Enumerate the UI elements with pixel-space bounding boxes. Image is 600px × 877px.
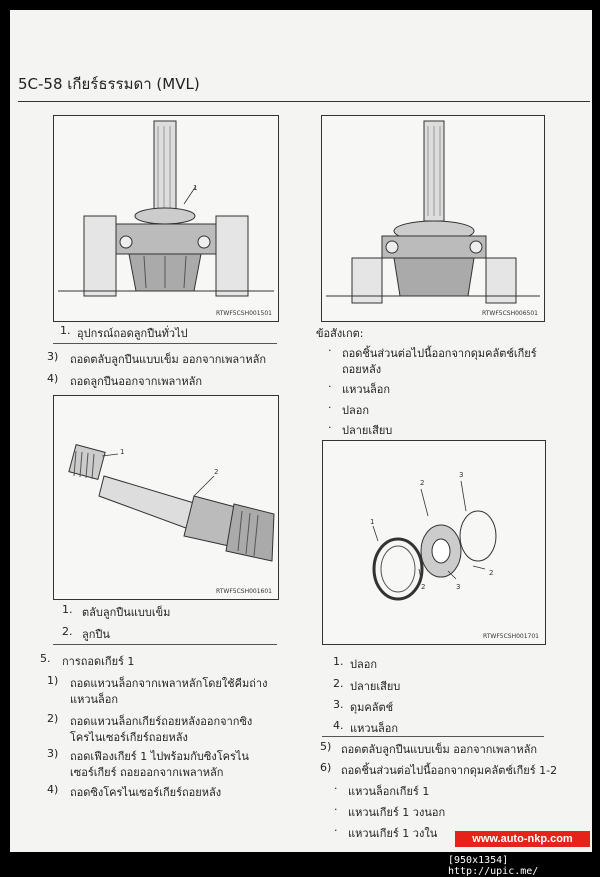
sub-item: แหวนเกียร์ 1 วงใน bbox=[348, 827, 438, 840]
needle-bearing-illustration bbox=[54, 396, 278, 599]
note-item: ถอดชิ้นส่วนต่อไปนี้ออกจากดุมคลัตช์เกียร์ bbox=[342, 347, 537, 360]
caption-text: อุปกรณ์ถอดลูกปืนทั่วไป bbox=[77, 327, 188, 340]
note-title: ข้อสังเกต: bbox=[316, 327, 364, 340]
figure-callout-2b: 2 bbox=[421, 583, 426, 591]
caption-text: แหวนล็อก bbox=[350, 722, 399, 735]
step-text: ถอดตลับลูกปืนแบบเข็ม ออกจากเพลาหลัก bbox=[70, 353, 266, 366]
caption-rule bbox=[322, 736, 544, 737]
caption-text: ดุมคลัตช์ bbox=[350, 701, 394, 714]
step-text: ถอดชิ้นส่วนต่อไปนี้ออกจากดุมคลัตช์เกียร์ 1-2 bbox=[341, 764, 558, 777]
figure-code: RTWF5CSH001701 bbox=[482, 633, 539, 640]
figure-clutch-hub-parts bbox=[322, 440, 546, 645]
caption-rule bbox=[53, 644, 277, 645]
figure-bearing-puller bbox=[53, 115, 279, 322]
note-item-cont: ถอยหลัง bbox=[342, 363, 382, 376]
figure-needle-bearing bbox=[53, 395, 279, 600]
upic-label: [950x1354] http://upic.me/ bbox=[448, 855, 539, 877]
caption-rule bbox=[53, 343, 277, 344]
figure-callout-2: 2 bbox=[420, 479, 425, 487]
step-text-cont: แหวนล็อก bbox=[70, 693, 119, 706]
figure-code: RTWF5CSH006501 bbox=[481, 310, 538, 317]
caption-number: 2. bbox=[333, 677, 344, 690]
sub-item: แหวนเกียร์ 1 วงนอก bbox=[348, 806, 446, 819]
section-title: การถอดเกียร์ 1 bbox=[62, 655, 135, 668]
figure-code: RTWF5CSH001501 bbox=[215, 310, 272, 317]
figure-callout-2: 2 bbox=[214, 468, 219, 476]
caption-number: 1. bbox=[60, 324, 71, 337]
figure-callout-1: 1 bbox=[370, 518, 375, 526]
clutch-hub-illustration bbox=[323, 441, 545, 644]
note-item: ปลอก bbox=[342, 404, 369, 417]
step-number: 3) bbox=[47, 747, 59, 760]
sub-bullet: · bbox=[334, 782, 338, 795]
section-number: 5. bbox=[40, 652, 51, 665]
sub-item: แหวนล็อกเกียร์ 1 bbox=[348, 785, 430, 798]
sub-bullet: · bbox=[334, 803, 338, 816]
step-number: 3) bbox=[47, 350, 59, 363]
figure-callout-3: 3 bbox=[459, 471, 464, 479]
step-text: ถอดตลับลูกปืนแบบเข็ม ออกจากเพลาหลัก bbox=[341, 743, 537, 756]
note-item: ปลายเสียบ bbox=[342, 424, 393, 437]
caption-text: ตลับลูกปืนแบบเข็ม bbox=[82, 606, 171, 619]
caption-number: 1. bbox=[62, 603, 73, 616]
step-number: 4) bbox=[47, 372, 59, 385]
caption-text: ลูกปืน bbox=[82, 628, 110, 641]
note-bullet: · bbox=[328, 401, 332, 414]
figure-puller-gear bbox=[321, 115, 545, 322]
gear-puller-illustration bbox=[322, 116, 544, 321]
caption-text: ปลายเสียบ bbox=[350, 680, 401, 693]
caption-text: ปลอก bbox=[350, 658, 377, 671]
figure-callout-3b: 3 bbox=[456, 583, 461, 591]
step-number: 4) bbox=[47, 783, 59, 796]
step-number: 1) bbox=[47, 674, 59, 687]
page-header: 5C-58 เกียร์ธรรมดา (MVL) bbox=[18, 75, 200, 93]
step-text: ถอดเฟืองเกียร์ 1 ไปพร้อมกับซิงโครไน bbox=[70, 750, 249, 763]
figure-callout-1: 1 bbox=[193, 184, 198, 192]
note-bullet: · bbox=[328, 344, 332, 357]
step-number: 2) bbox=[47, 712, 59, 725]
bearing-puller-illustration bbox=[54, 116, 278, 321]
caption-number: 1. bbox=[333, 655, 344, 668]
step-text: ถอดแหวนล็อกจากเพลาหลักโดยใช้คีมถ่าง bbox=[70, 677, 268, 690]
step-number: 6) bbox=[320, 761, 332, 774]
note-bullet: · bbox=[328, 421, 332, 434]
step-text: ถอดซิงโครไนเซอร์เกียร์ถอยหลัง bbox=[70, 786, 222, 799]
step-text-cont: เซอร์เกียร์ ถอยออกจากเพลาหลัก bbox=[70, 766, 224, 779]
note-item: แหวนล็อก bbox=[342, 383, 391, 396]
header-rule bbox=[18, 101, 590, 102]
sub-bullet: · bbox=[334, 824, 338, 837]
caption-number: 3. bbox=[333, 698, 344, 711]
figure-code: RTWF5CSH001601 bbox=[215, 588, 272, 595]
step-text-cont: โครไนเซอร์เกียร์ถอยหลัง bbox=[70, 731, 188, 744]
step-text: ถอดลูกปืนออกจากเพลาหลัก bbox=[70, 375, 203, 388]
step-text: ถอดแหวนล็อกเกียร์ถอยหลังออกจากซิง bbox=[70, 715, 253, 728]
figure-callout-2c: 2 bbox=[489, 569, 494, 577]
site-watermark: www.auto-nkp.com bbox=[455, 831, 590, 847]
figure-callout-1: 1 bbox=[120, 448, 125, 456]
note-bullet: · bbox=[328, 380, 332, 393]
caption-number: 2. bbox=[62, 625, 73, 638]
caption-number: 4. bbox=[333, 719, 344, 732]
step-number: 5) bbox=[320, 740, 332, 753]
